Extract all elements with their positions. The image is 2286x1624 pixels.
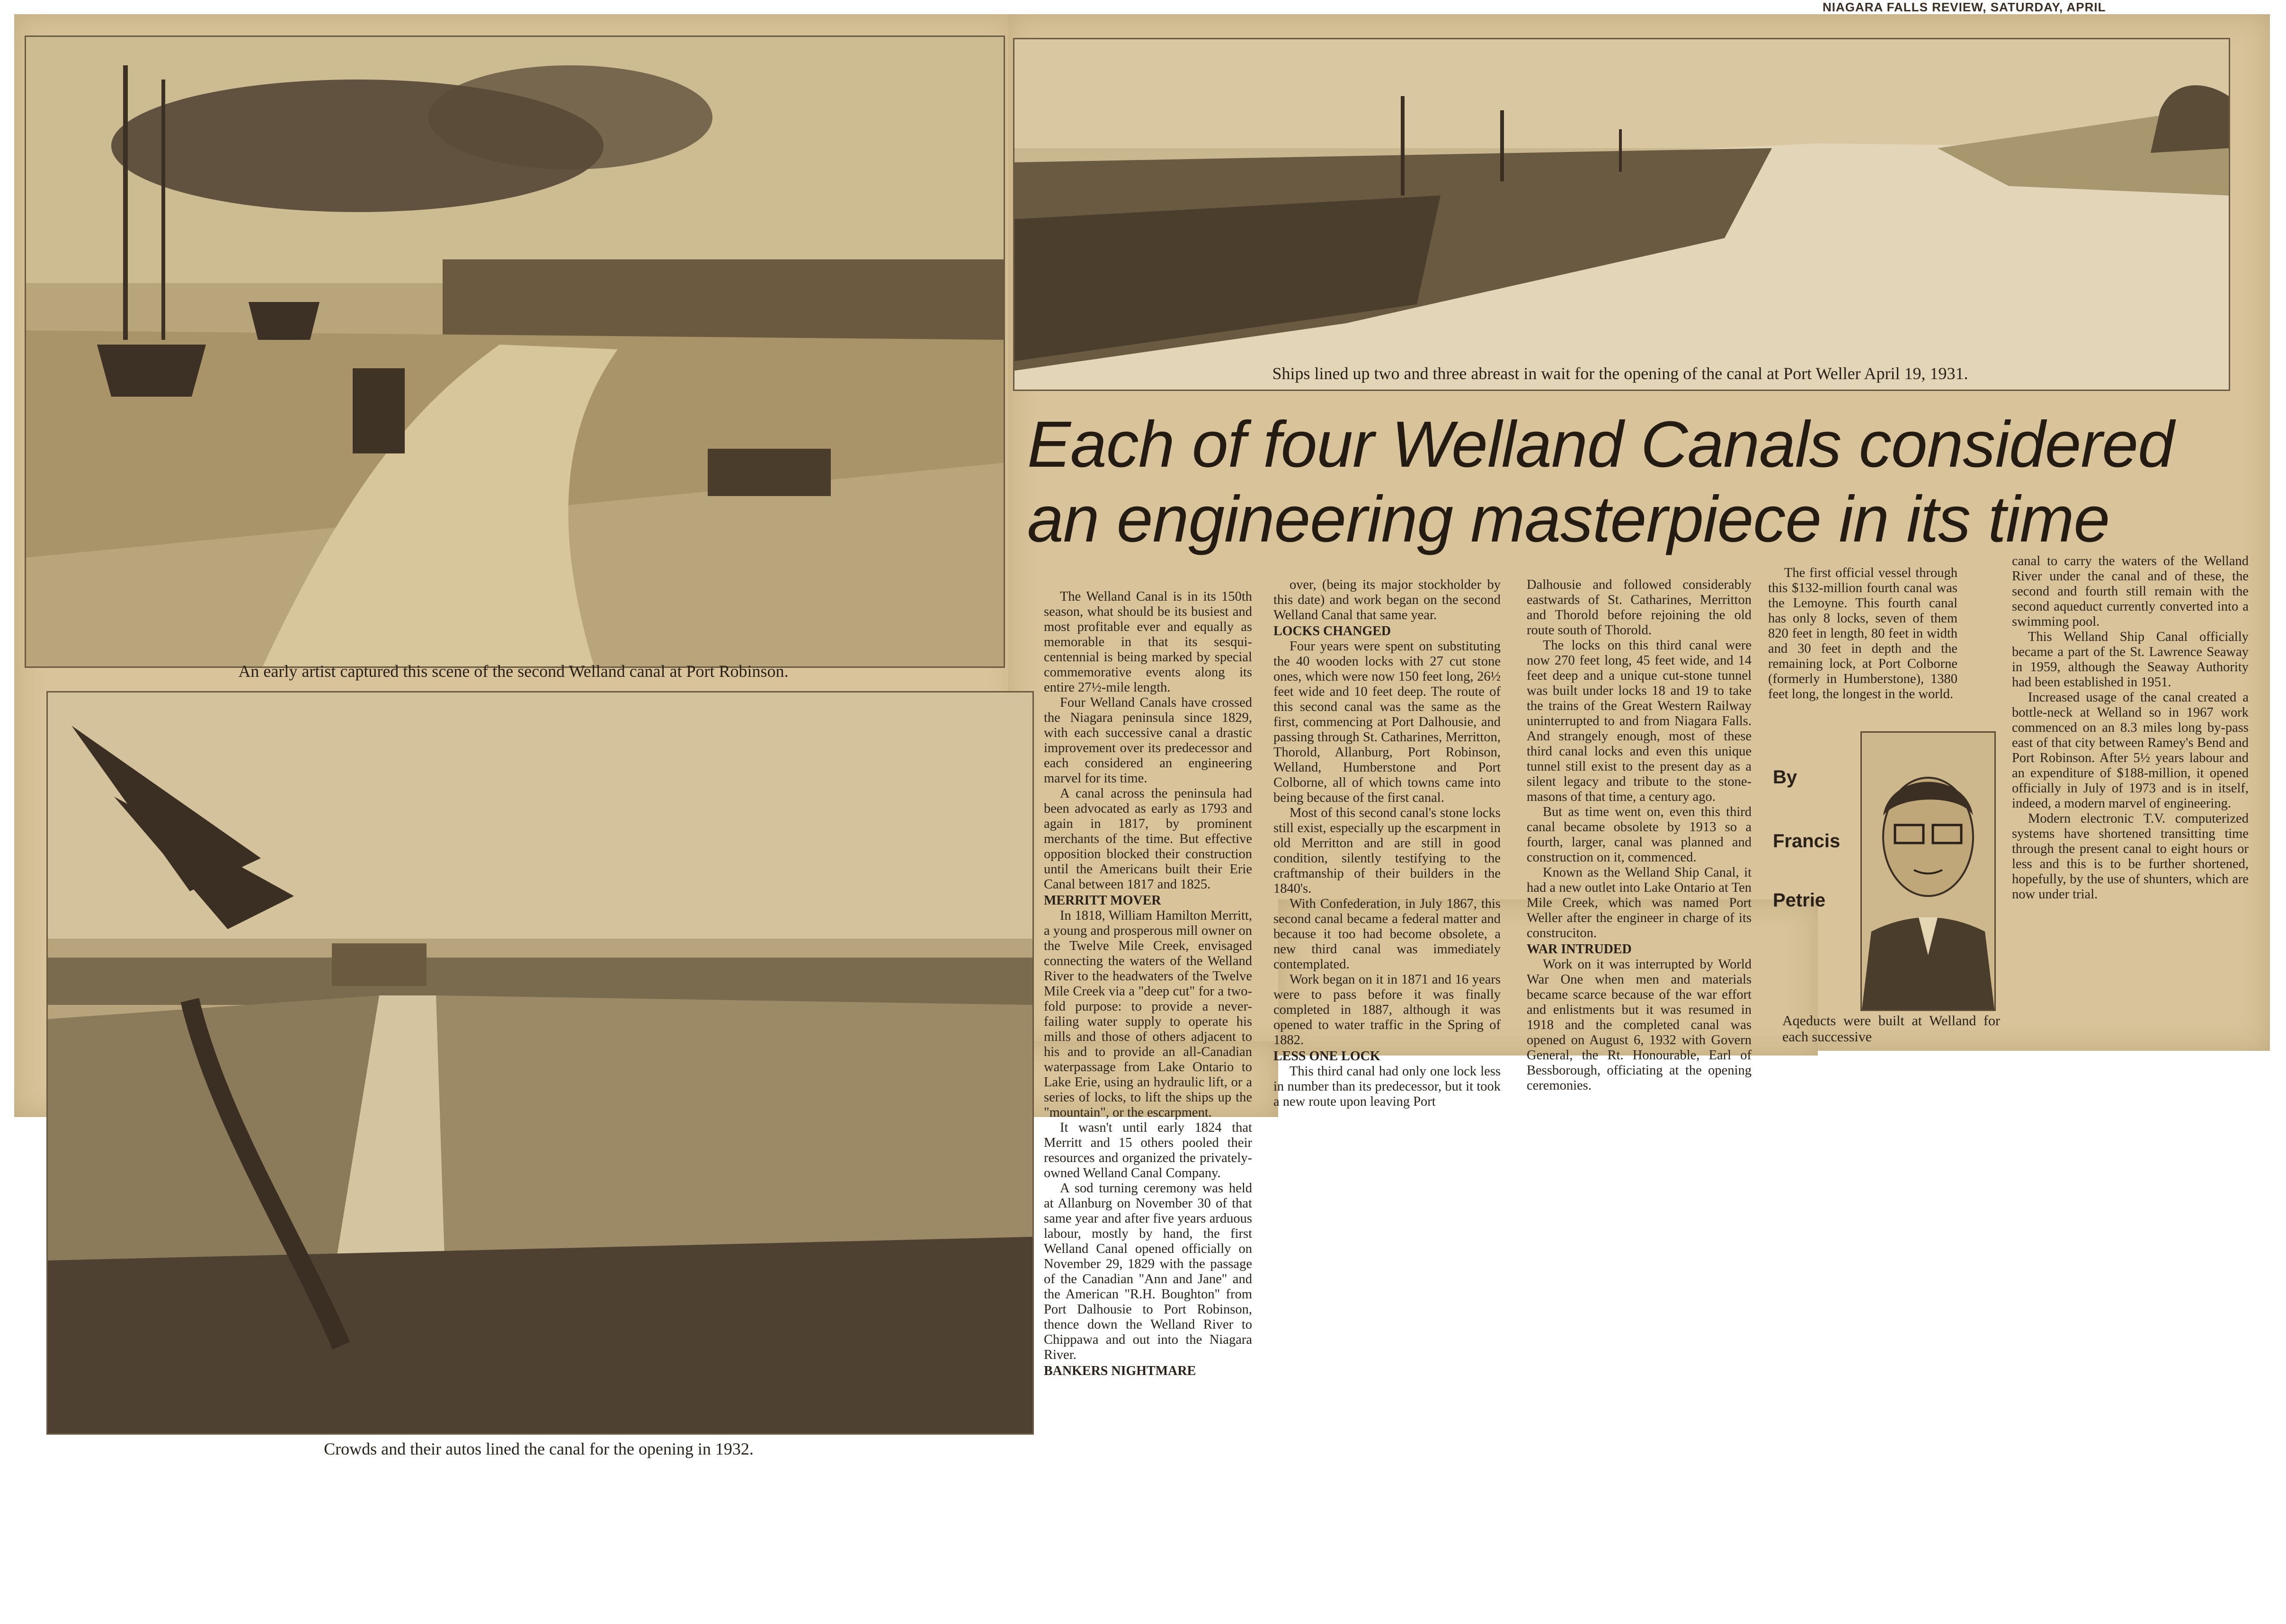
byline-by: By: [1773, 767, 1797, 788]
subheading: MERRITT MOVER: [1044, 893, 1161, 908]
ships-photo-illustration: [1014, 39, 2229, 390]
paragraph: Increased usage of the canal created a bottle-neck at Welland so in 1967 work commenced on an 8.3 miles long by-pass east of that city between Ramey's Bend and Port Robinson. After 5½ years labour and an expenditure of $188-million, it opened officially in July of 1973 and is in itself, indeed, a modern marvel of engineering.: [2012, 690, 2249, 811]
paragraph: A sod turning ceremony was held at Allanburg on November 30 of that same year and after five years arduous labour, mostly by hand, the first Welland Canal opened officially on November 29, 1829 with the passage of the Canadian "Ann and Jane" and the American "R.H. Boughton" from Port Dalhousie to Port Robinson, thence down the Welland River to Chippawa and out into the Niagara River.: [1044, 1181, 1252, 1362]
paragraph: Work began on it in 1871 and 16 years were to pass before it was finally completed in 1887, although it was opened to water traffic in the Spring of 1882.: [1273, 972, 1501, 1047]
subheading: LESS ONE LOCK: [1273, 1049, 1380, 1064]
paragraph: But as time went on, even this third canal became obsolete by 1913 so a fourth, larger, canal was planned and construction on it, commenced.: [1527, 805, 1752, 865]
author-portrait-illustration: [1862, 733, 1994, 1010]
caption-crowds-opening: Crowds and their autos lined the canal for the opening in 1932.: [324, 1439, 754, 1458]
caption-aqueducts: Aqeducts were built at Welland for each successive: [1782, 1013, 2000, 1045]
paragraph: In 1818, William Hamilton Merritt, a young and prosperous mill owner on the Twelve Mile Creek, envisaged connecting the waters of the Welland River to the headwaters of the Twelve Mile Creek via a "deep cut" for a two-fold purpose: to provide a never-failing water supply to operate his mills and those of others adjacent to his and to provide an all-Canadian waterpassage from Lake Ontario to Lake Erie, using an hydraulic lift, or a series of locks, to lift the ships up the "mountain", or the escarpment.: [1044, 908, 1252, 1120]
paragraph: The Welland Canal is in its 150th season, what should be its busiest and most profitable ever and equally as memorable in that its sesqui-centennial is being marked by special commemorative events along its entire 27½-mile length.: [1044, 589, 1252, 695]
paragraph: Four years were spent on substituting the 40 wooden locks with 27 cut stone ones, which were now 150 feet long, 26½ feet wide and 10 feet deep. The route of this second canal was the same as the first, commencing at Port Dalhousie, and passing through St. Catharines, Merritton, Thorold, Allanburg, Port Robinson, Welland, Humberstone and Port Colborne, all of which towns came into being because of the first canal.: [1273, 639, 1501, 805]
paragraph: Modern electronic T.V. computerized systems have shortened transitting time through the present canal to eight hours or less and this is to be further shortened, hopefully, by the use of shunters, which are now under trial.: [2012, 811, 2249, 902]
article-headline: [1027, 407, 2258, 557]
paragraph: over, (being its major stockholder by this date) and work began on the second Welland Canal that same year.: [1273, 577, 1501, 622]
headline-line-1: Each of four Welland Canals considered: [1027, 408, 2174, 481]
crowds-photo-illustration: [48, 692, 1032, 1433]
paragraph: A canal across the peninsula had been advocated as early as 1793 and again in 1817, by prominent merchants of the time. But effective opposition blocked their construction until the Americans built their Erie Canal between 1817 and 1825.: [1044, 786, 1252, 892]
subheading: BANKERS NIGHTMARE: [1044, 1364, 1196, 1378]
paragraph: With Confederation, in July 1867, this second canal became a federal matter and because it too had become obsolete, a new third canal was immediately contemplated.: [1273, 896, 1501, 972]
photo-artist-scene: [25, 35, 1005, 668]
caption-ships-port-weller: Ships lined up two and three abreast in wait for the opening of the canal at Port Weller April 19, 1931.: [1272, 364, 1968, 383]
article-column-4: [1768, 566, 1957, 702]
author-portrait: [1860, 731, 1996, 1011]
subheading: LOCKS CHANGED: [1273, 624, 1391, 639]
photo-crowds-opening: [46, 691, 1034, 1435]
article-column-1: [1044, 589, 1252, 1379]
subheading: WAR INTRUDED: [1527, 942, 1632, 957]
article-column-2: [1273, 577, 1501, 1109]
article-column-5: [2012, 554, 2249, 902]
photo-ships-port-weller: [1013, 38, 2230, 391]
paragraph: canal to carry the waters of the Welland River under the canal and of these, the second and fourth still remain with the second aqueduct currently converted into a swimming pool.: [2012, 554, 2249, 629]
paragraph: The locks on this third canal were now 270 feet long, 45 feet wide, and 14 feet deep and a unique cut-stone tunnel was built under locks 18 and 19 to take the trains of the Great Western Railway uninterrupted to and from Niagara Falls. And strangely enough, most of these third canal locks and even this unique tunnel still exist to the present day as a silent legacy and tribute to the stone-masons of that time, a century ago.: [1527, 638, 1752, 804]
caption-artist-scene: An early artist captured this scene of the second Welland canal at Port Robinson.: [238, 662, 789, 681]
paragraph: This Welland Ship Canal officially became a part of the St. Lawrence Seaway in 1959, although the Seaway Authority had been established in 1951.: [2012, 630, 2249, 690]
masthead: NIAGARA FALLS REVIEW, SATURDAY, APRIL: [1823, 0, 2106, 14]
paragraph: The first official vessel through this $132-million fourth canal was the Lemoyne. This fourth canal has only 8 locks, seven of them 820 feet in length, 80 feet in width and 30 feet in depth and the remaining lock, at Port Colborne (formerly in Humberstone), 1380 feet long, the longest in the world.: [1768, 566, 1957, 701]
artist-scene-illustration: [26, 37, 1004, 666]
byline-last-name: Petrie: [1773, 890, 1826, 911]
headline-line-2: an engineering masterpiece in its time: [1027, 483, 2110, 556]
paragraph: It wasn't until early 1824 that Merritt and 15 others pooled their resources and organized the privately-owned Welland Canal Company.: [1044, 1120, 1252, 1180]
article-column-3: [1527, 577, 1752, 1093]
paragraph: Dalhousie and followed considerably eastwards of St. Catharines, Merritton and Thorold before rejoining the old route south of Thorold.: [1527, 577, 1752, 638]
paragraph: Work on it was interrupted by World War One when men and materials became scarce because of the war effort and enlistments but it was resumed in 1918 and the completed canal was opened on August 6, 1932 with Govern General, the Rt. Honourable, Earl of Bessborough, officiating at the opening ceremonies.: [1527, 957, 1752, 1093]
paragraph: This third canal had only one lock less in number than its predecessor, but it took a new route upon leaving Port: [1273, 1064, 1501, 1109]
byline-first-name: Francis: [1773, 831, 1841, 852]
paragraph: Known as the Welland Ship Canal, it had a new outlet into Lake Ontario at Ten Mile Creek, which was named Port Weller after the engineer in charge of its construciton.: [1527, 865, 1752, 941]
paragraph: Four Welland Canals have crossed the Niagara peninsula since 1829, with each successive canal a drastic improvement over its predecessor and each considered an engineering marvel for its time.: [1044, 695, 1252, 786]
paragraph: Most of this second canal's stone locks still exist, especially up the escarpment in old Merritton and are still in good condition, silently testifying to the craftmanship of their builders in the 1840's.: [1273, 806, 1501, 896]
